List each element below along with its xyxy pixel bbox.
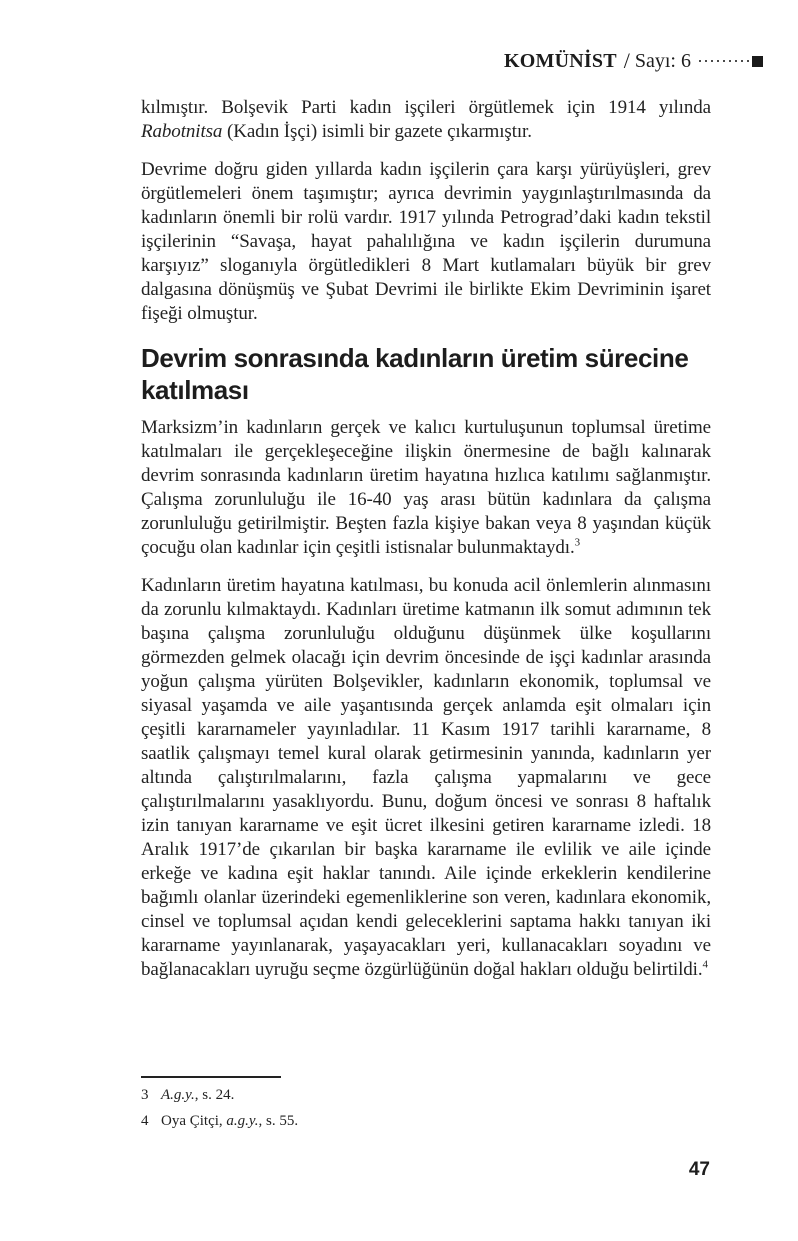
paragraph-1: kılmıştır. Bolşevik Parti kadın işçileri örgütlemek için 1914 yılında Rabotnitsa (Kadın İşçi) isimli bir gazete çıkarmıştır. (141, 97, 711, 142)
footnote-number: 4 (141, 1113, 149, 1129)
paragraph-2: Devrime doğru giden yıllarda kadın işçilerin çara karşı yürüyüşleri, grev örgütlemeleri önem taşımıştır; ayrıca devrimin yaygınlaştırılmasında da kadınların önemli bir rolü vardır. 1917 yılında Petrograd’daki kadın tekstil işçilerinin “Savaşa, hayat pahalılığına ve kadın işçilerin durumuna karşıyız” sloganıyla örgütledikleri 8 Mart kutlamaları büyük bir grev dalgasına dönüşmüş ve Şubat Devrimi ile birlikte Ekim Devriminin işaret fişeği olmuştur. (141, 159, 711, 324)
footnote-3 (141, 1087, 711, 1104)
page-header (0, 48, 763, 74)
footnote-number: 3 (141, 1087, 149, 1103)
journal-title: KOMÜNİST (504, 49, 617, 72)
article-body (141, 96, 711, 996)
paragraph-3: Marksizm’in kadınların gerçek ve kalıcı kurtuluşunun toplumsal üretime katılmaları ile gerçekleşeceğine ilişkin önermesine de bağlı kalınarak devrim sonrasında kadınların üretim hayatına hızlıca katılımı sağlanmıştır. Çalışma zorunluluğu ile 16-40 yaş arası bütün kadınlara da çalışma zorunluluğu getirilmiştir. Beşten fazla kişiye bakan veya 8 yaşından küçük çocuğu olan kadınlar için çeşitli istisnalar bulunmaktaydı.$^3$ (141, 417, 711, 558)
footnote-text: Oya Çitçi, a.g.y., s. 55. (161, 1113, 299, 1129)
footnote-rule (141, 1076, 281, 1078)
footnote-section (141, 1076, 711, 1139)
issue-label: Sayı: 6 (634, 49, 691, 72)
dotted-leader-rule (699, 60, 751, 62)
footnote-text: A.g.y., s. 24. (161, 1087, 235, 1103)
section-heading: Devrim sonrasında kadınların üretim sürecine katılması (141, 343, 689, 405)
paragraph-4: Kadınların üretim hayatına katılması, bu konuda acil önlemlerin alınmasını da zorunlu kılmaktaydı. Kadınları üretime katmanın ilk somut adımının tek başına çalışma zorunluluğu olduğunu düşünmek ülke koşullarını görmezden gelmek olacağı için devrim öncesinde de işçi kadınlar arasında yoğun çalışma yürüten Bolşevikler, kadınların ekonomik, toplumsal ve siyasal yaşamda ve aile yaşantısında gerçek anlamda eşit olmaları için çeşitli kararnameler yayınladılar. 11 Kasım 1917 tarihli kararname, 8 saatlik çalışmayı temel kural olarak getirmesinin yanında, kadınların yer altında çalıştırılmalarını, fazla çalışma yapmalarını ve gece çalıştırılmalarını yasaklıyordu. Bunu, doğum öncesi ve sonrası 8 haftalık izin tanıyan kararname ve eşit ücret ilkesini getiren kararname izledi. 18 Aralık 1917’de çıkarılan bir başka kararname ile evlilik ve aile içinde erkeğe ve kadına eşit haklar tanındı. Aile içinde erkeklerin kendilerine bağımlı olanlar üzerindeki egemenliklerine son veren, kadınlara ekonomik, cinsel ve toplumsal açıdan kendi geleceklerini saptama hakkı tanıyan iki kararname yayınlanarak, yaşayacakları yeri, kullanacakları soyadını ve bağlanacakları uyruğu seçme özgürlüğünün doğal hakları olduğu belirtildi.$^4$ (141, 575, 711, 980)
page-number: 47 (688, 1159, 710, 1180)
square-ornament-icon (752, 56, 763, 67)
header-separator: / (623, 48, 630, 73)
footnote-4 (141, 1113, 711, 1130)
